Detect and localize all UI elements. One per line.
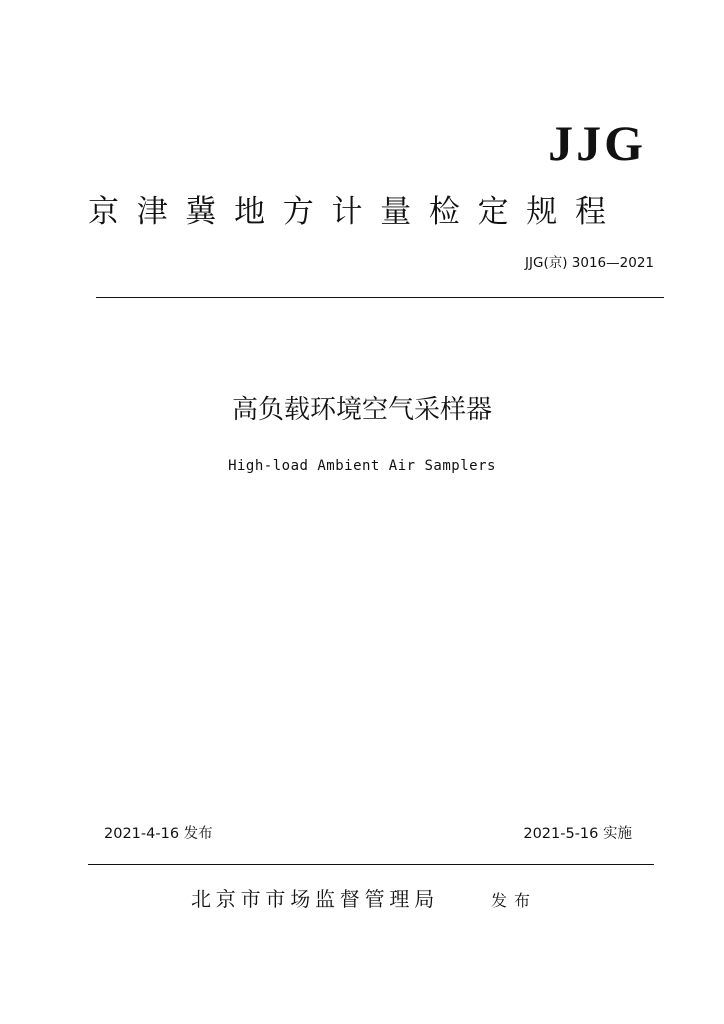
effective-date: 2021-5-16 实施 bbox=[523, 826, 632, 842]
issue-date: 2021-4-16 发布 bbox=[104, 826, 213, 842]
publish-label: 发布 bbox=[491, 891, 538, 910]
bottom-divider bbox=[88, 864, 654, 865]
top-divider bbox=[96, 297, 664, 298]
document-title-english: High-load Ambient Air Samplers bbox=[228, 458, 496, 474]
regulation-type-heading: 京津冀地方计量检定规程 bbox=[88, 194, 624, 230]
document-title-chinese: 高负载环境空气采样器 bbox=[231, 395, 492, 425]
jjg-logo: JJG bbox=[548, 115, 646, 171]
publisher-name: 北京市市场监督管理局 bbox=[191, 887, 439, 911]
standard-number: JJG(京) 3016—2021 bbox=[525, 255, 654, 271]
